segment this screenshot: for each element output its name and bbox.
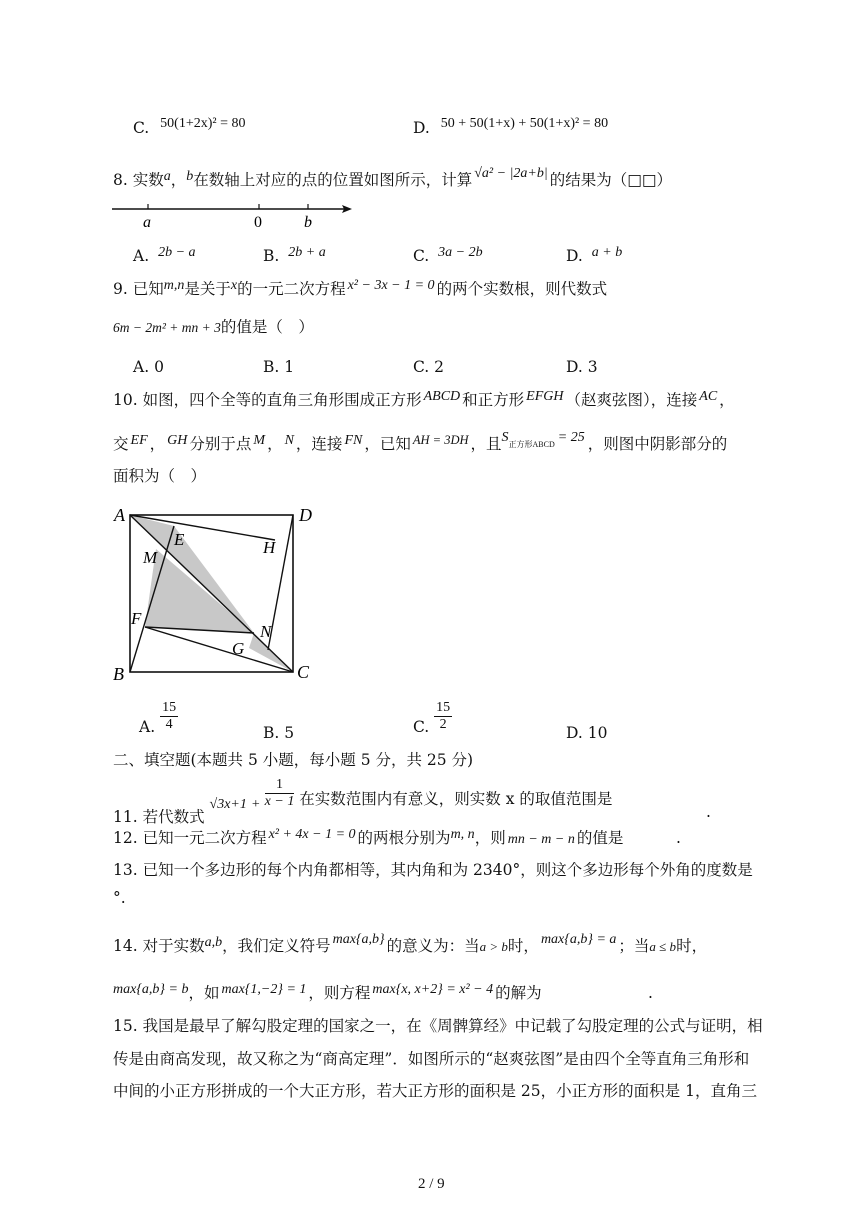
label-D: D [299,505,312,525]
fraction-numerator: 1 [265,777,295,794]
q14-text: ，我们定义符号 [222,937,331,955]
numberline-label-b: b [304,214,312,231]
number-line [108,196,358,232]
q15-line3: 中间的小正方形拼成的一个大正方形，若大正方形的面积是 25，小正方形的面积是 1，直角三 [113,1082,757,1100]
q14-condition2: a ≤ b [649,939,677,954]
option-value: 5 [284,724,295,742]
q12-expression: mn − m − n [507,832,575,847]
q7-option-c [133,118,245,140]
q10-text: ， [149,435,166,453]
q14-text: 14. 对于实数 [113,937,205,955]
q14-text: 的意义为：当 [386,937,480,955]
q14-text: ；当 [618,937,650,955]
q14-text: 时， [676,937,708,955]
option-expression: 3a − 2b [438,245,483,260]
var-b: b [186,169,194,184]
page-number: 2 / 9 [418,1176,445,1192]
option-fraction [434,700,452,733]
fraction-denominator: x − 1 [264,794,295,809]
q8-expression: √a² − |2a+b| [474,166,548,181]
q11-text: 在实数范围内有意义，则实数 x 的取值范围是 [299,789,613,808]
q10-text: 和正方形 [462,391,525,409]
q14-text: 的解为 [495,984,542,1002]
q12-text: ，则 [474,829,506,847]
q10-text: ， [267,435,283,453]
q14-example: max{1,−2} = 1 [221,982,307,997]
q9-option-d [566,357,598,377]
option-label: D. [566,358,583,376]
q14-line1 [113,932,708,958]
q10-stem-line1 [113,390,735,412]
q12-equation: x² + 4x − 1 = 0 [268,827,356,842]
q9-option-a [133,357,164,377]
q10-text: 分别于点 [189,435,252,453]
q8-stem [113,166,673,192]
q10-text: 10. 如图，四个全等的直角三角形围成正方形 [113,391,422,409]
q10-text: ，则图中阴影部分的 [587,435,728,453]
option-expression: a + b [591,245,623,260]
label-H: H [263,538,276,557]
q14-text: ，则方程 [308,984,371,1002]
q12-end: . [676,829,681,847]
option-label: B. [263,724,280,742]
option-label: C. [413,358,430,376]
q10-ac: AC [699,389,718,404]
q10-text: ，已知 [364,435,411,453]
q10-abcd: ABCD [423,389,461,404]
option-label: C. [133,119,150,137]
option-label: A. [133,247,150,265]
q9-vars: m,n [163,278,185,293]
q10-n: N [284,433,294,448]
q8-option-a [133,246,196,268]
numberline-label-a: a [143,214,151,231]
option-value: 0 [154,358,164,376]
zhao-shuang-figure [108,500,323,685]
q13-line1: 13. 已知一个多边形的每个内角都相等，其内角和为 2340°，则这个多边形每个外角的度数是 [113,861,753,879]
q10-text: ，连接 [295,435,343,453]
q10-fn: FN [344,433,363,448]
label-F: F [131,609,142,628]
q15-line1: 15. 我国是最早了解勾股定理的国家之一，在《周髀算经》中记载了勾股定理的公式与证明，相 [113,1017,763,1035]
label-N: N [260,622,272,641]
q14-text: 时， [507,937,539,955]
q14-max-symbol: max{a,b} [332,932,385,947]
q14-condition1: a > b [479,939,508,954]
label-G: G [232,639,245,658]
option-value: 10 [587,724,608,742]
q9-text: 的两个实数根，则代数式 [436,280,608,298]
q9-stem [113,279,607,301]
fraction-numerator: 15 [436,700,451,715]
q9-text: 的一元二次方程 [237,280,346,298]
q14-result1: max{a,b} = a [540,932,617,947]
option-label: D. [566,724,583,742]
q10-gh: GH [167,433,188,448]
q10-m: M [253,433,266,448]
q11-stem [113,777,613,826]
q9-expression: 6m − 2m² + mn + 3 [113,320,221,335]
option-expression: 50(1+2x)² = 80 [160,116,246,131]
q8-option-b [263,246,326,268]
label-E: E [174,530,185,549]
q10-area-symbol: S [501,430,509,445]
option-value: 2 [434,358,445,376]
q10-option-a [139,700,178,736]
q9-text: 9. 已知 [113,280,164,298]
label-M: M [143,548,158,567]
q14-equation: max{x, x+2} = x² − 4 [372,982,494,997]
q15-line2: 传是由商高发现，故又称之为“商高定理”．如图所示的“赵爽弦图”是由四个全等直角三角形和 [113,1050,750,1068]
fraction-numerator: 15 [162,700,177,715]
q8-number: 8. 实数 [113,171,164,189]
q10-option-d [566,723,607,743]
q10-text: ， [719,391,735,409]
label-C: C [297,662,310,682]
q10-ef: EF [130,433,148,448]
q14-line2 [113,983,542,1005]
q12-vars: m, n [450,827,475,842]
q9-option-c [413,357,444,377]
q12-text: 的两根分别为 [357,829,451,847]
q11-sqrt: √3x+1 [209,796,247,812]
q11-fraction [265,777,295,810]
option-value: 3 [587,358,598,376]
q11-plus: + [251,796,260,812]
q10-stem-line2 [113,430,728,457]
option-label: C. [413,247,430,265]
separator: ， [170,171,187,189]
label-B: B [113,664,124,684]
q10-text: 交 [113,435,129,453]
option-label: A. [133,358,150,376]
q14-vars: a,b [204,935,223,950]
option-expression: 2b + a [288,245,326,260]
option-label: B. [263,358,280,376]
option-label: D. [566,247,583,265]
q10-efgh: EFGH [526,389,564,404]
q8-option-d [566,246,622,268]
q12-text: 12. 已知一元二次方程 [113,829,267,847]
q9-text: 是关于 [184,280,231,298]
q10-ah: AH = 3DH [412,433,469,447]
q13-line2: °. [113,889,126,907]
option-label: D. [413,119,430,137]
q11-text: 11. 若代数式 [113,807,205,826]
q10-stem-line3: 面积为（ ） [113,467,207,485]
numberline-label-0: 0 [254,214,262,231]
option-label: C. [413,717,430,736]
q9-var-x: x [230,278,238,293]
q7-option-d [413,118,608,140]
fraction-denominator: 4 [165,717,173,732]
option-fraction [160,700,178,733]
option-expression: 2b − a [158,245,196,260]
q9-expression-line [113,317,314,338]
q10-option-b [263,723,294,743]
var-a: a [163,169,171,184]
q12-stem [113,828,623,850]
q14-text: ，如 [188,984,220,1002]
section-title: 二、填空题(本题共 5 小题，每小题 5 分，共 25 分) [113,751,474,769]
option-label: B. [263,247,280,265]
q10-area-subscript: 正方形ABCD [508,440,555,449]
q9-option-b [263,357,294,377]
q10-area-value: = 25 [557,430,585,445]
q8-option-c [413,246,483,268]
q14-end: . [648,984,653,1002]
option-expression: 50 + 50(1+x) + 50(1+x)² = 80 [440,116,609,131]
q8-text: 在数轴上对应的点的位置如图所示，计算 [193,171,473,189]
option-label: A. [139,717,156,736]
q9-text: 的值是（ ） [220,318,314,336]
q11-end: . [706,803,711,821]
q10-option-c [413,700,452,736]
option-value: 1 [284,358,295,376]
q12-text: 的值是 [576,829,624,847]
fraction-denominator: 2 [439,717,447,732]
label-A: A [114,505,125,525]
q10-text: ，且 [470,435,502,453]
q9-equation: x² − 3x − 1 = 0 [347,278,435,293]
q8-text-end: 的结果为（□□） [549,171,673,189]
q14-result2: max{a,b} = b [113,982,189,997]
q10-text: （赵爽弦图），连接 [565,391,698,409]
